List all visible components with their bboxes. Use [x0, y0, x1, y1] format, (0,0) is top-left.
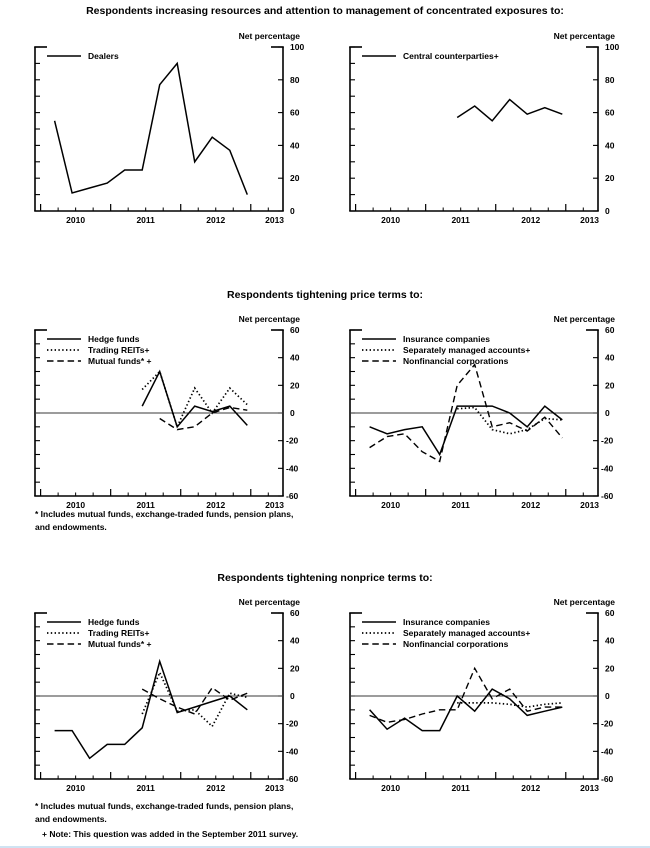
x-tick-label: 2013	[580, 500, 600, 510]
x-tick-label: 2013	[265, 215, 285, 225]
footnote-line-2: and endowments.	[35, 522, 107, 532]
y-tick-label: -20	[286, 718, 299, 729]
y-tick-label: 60	[605, 107, 615, 118]
legend-label-trading-reits: Trading REITs+	[88, 345, 150, 355]
y-tick-label: 60	[605, 325, 615, 335]
series-insurance-companies	[370, 689, 563, 731]
y-tick-label: 20	[605, 380, 615, 391]
y-tick-label: 0	[290, 408, 295, 418]
y-tick-label: 60	[290, 608, 300, 618]
price-terms-funds-svg	[29, 308, 328, 526]
x-tick-label: 2010	[66, 500, 86, 510]
y-tick-label: 80	[605, 74, 615, 85]
x-tick-label: 2013	[265, 783, 285, 793]
net-percentage-label: Net percentage	[238, 597, 300, 607]
legend	[362, 334, 530, 366]
legend-label-nonfinancial-corporations: Nonfinancial corporations	[403, 639, 509, 649]
x-tick-label: 2013	[580, 783, 600, 793]
y-tick-label: -40	[286, 463, 299, 474]
y-tick-label: 0	[605, 691, 610, 701]
footnote-line-1: * Includes mutual funds, exchange-traded funds, pension plans,	[35, 801, 294, 811]
nonprice-terms-funds-svg	[29, 591, 328, 809]
x-tick-label: 2012	[521, 783, 541, 793]
y-tick-label: -20	[601, 718, 614, 729]
net-percentage-label: Net percentage	[553, 31, 615, 41]
dealers-svg	[29, 25, 328, 241]
legend	[362, 51, 499, 61]
y-tick-label: 20	[290, 173, 300, 184]
series-mutual-funds	[142, 688, 247, 714]
y-tick-label: -40	[286, 746, 299, 757]
y-tick-label: -40	[601, 746, 614, 757]
y-tick-label: -20	[601, 435, 614, 446]
x-tick-label: 2013	[580, 215, 600, 225]
legend-label-hedge-funds: Hedge funds	[88, 617, 140, 627]
central-counterparties-svg	[344, 25, 643, 241]
series-hedge-funds	[55, 661, 248, 758]
legend-label-nonfinancial-corporations: Nonfinancial corporations	[403, 356, 509, 366]
y-tick-label: 20	[605, 663, 615, 674]
footnote-line-2: and endowments.	[35, 814, 107, 824]
x-tick-label: 2013	[265, 500, 285, 510]
y-tick-label: 100	[605, 42, 620, 52]
legend-label-separately-managed-accounts: Separately managed accounts+	[403, 345, 531, 355]
legend-label-insurance-companies: Insurance companies	[403, 617, 490, 627]
chart-dealers	[29, 25, 328, 246]
y-tick-label: 20	[290, 663, 300, 674]
y-tick-label: 0	[605, 206, 610, 216]
chart-nonprice-terms-institutions	[344, 591, 643, 814]
x-tick-label: 2011	[136, 783, 155, 793]
x-tick-label: 2010	[381, 783, 401, 793]
legend	[47, 51, 119, 61]
x-tick-label: 2011	[136, 215, 155, 225]
x-tick-label: 2012	[206, 215, 226, 225]
series-separately-managed-accounts	[457, 408, 562, 434]
legend-label-insurance-companies: Insurance companies	[403, 334, 490, 344]
price-terms-institutions-svg	[344, 308, 643, 526]
y-tick-label: -60	[601, 491, 614, 501]
x-tick-label: 2011	[451, 500, 470, 510]
x-tick-label: 2012	[521, 215, 541, 225]
y-tick-label: 20	[290, 380, 300, 391]
y-tick-label: 40	[605, 352, 615, 363]
net-percentage-label: Net percentage	[238, 31, 300, 41]
x-tick-label: 2011	[136, 500, 155, 510]
x-tick-label: 2012	[206, 500, 226, 510]
y-tick-label: 60	[290, 325, 300, 335]
y-tick-label: -60	[601, 774, 614, 784]
series-hedge-funds	[142, 372, 247, 427]
legend	[47, 334, 152, 366]
x-tick-label: 2012	[521, 500, 541, 510]
y-tick-label: -40	[601, 463, 614, 474]
y-tick-label: 40	[290, 635, 300, 646]
chart-price-terms-funds	[29, 308, 328, 531]
y-tick-label: -60	[286, 491, 299, 501]
plot-frame	[349, 47, 599, 211]
y-tick-label: 60	[290, 107, 300, 118]
series-trading-reits	[142, 372, 247, 427]
x-tick-label: 2010	[381, 215, 401, 225]
legend-label-mutual-funds: Mutual funds* +	[88, 356, 152, 366]
net-percentage-label: Net percentage	[238, 314, 300, 324]
footnote-september-2011-note: + Note: This question was added in the September 2011 survey.	[42, 829, 299, 839]
legend-label-hedge-funds: Hedge funds	[88, 334, 140, 344]
chart-price-terms-institutions	[344, 308, 643, 531]
x-tick-label: 2011	[451, 215, 470, 225]
legend	[47, 617, 152, 649]
x-tick-label: 2011	[451, 783, 470, 793]
y-tick-label: 40	[290, 140, 300, 151]
plot-frame	[34, 47, 284, 211]
legend-label-central-counterparties: Central counterparties+	[403, 51, 499, 61]
nonprice-terms-institutions-svg	[344, 591, 643, 809]
y-tick-label: 0	[290, 691, 295, 701]
page-title: Respondents increasing resources and attention to management of concentrated exposures to:	[86, 5, 564, 17]
y-tick-label: -60	[286, 774, 299, 784]
y-tick-label: 40	[605, 140, 615, 151]
chart-nonprice-terms-funds	[29, 591, 328, 814]
x-tick-label: 2010	[66, 783, 86, 793]
net-percentage-label: Net percentage	[553, 314, 615, 324]
legend-label-dealers: Dealers	[88, 51, 119, 61]
legend-label-mutual-funds: Mutual funds* +	[88, 639, 152, 649]
legend-label-separately-managed-accounts: Separately managed accounts+	[403, 628, 531, 638]
y-tick-label: 0	[290, 206, 295, 216]
y-tick-label: 40	[290, 352, 300, 363]
section-title-nonprice-terms: Respondents tightening nonprice terms to:	[217, 572, 433, 584]
footnote-line-1: * Includes mutual funds, exchange-traded funds, pension plans,	[35, 509, 294, 519]
y-tick-label: 100	[290, 42, 305, 52]
x-tick-label: 2012	[206, 783, 226, 793]
x-tick-label: 2010	[381, 500, 401, 510]
series-dealers	[55, 63, 248, 194]
series-trading-reits	[142, 673, 247, 727]
footnote-mutual-funds-nonprice	[35, 800, 293, 826]
net-percentage-label: Net percentage	[553, 597, 615, 607]
footnote-mutual-funds-price	[35, 508, 293, 534]
y-tick-label: 0	[605, 408, 610, 418]
legend	[362, 617, 530, 649]
chart-central-counterparties	[344, 25, 643, 246]
y-tick-label: 60	[605, 608, 615, 618]
x-tick-label: 2010	[66, 215, 86, 225]
y-tick-label: -20	[286, 435, 299, 446]
legend-label-trading-reits: Trading REITs+	[88, 628, 150, 638]
section-title-price-terms: Respondents tightening price terms to:	[226, 289, 423, 301]
y-tick-label: 40	[605, 635, 615, 646]
y-tick-label: 80	[290, 74, 300, 85]
y-tick-label: 20	[605, 173, 615, 184]
series-central-counterparties	[457, 100, 562, 121]
